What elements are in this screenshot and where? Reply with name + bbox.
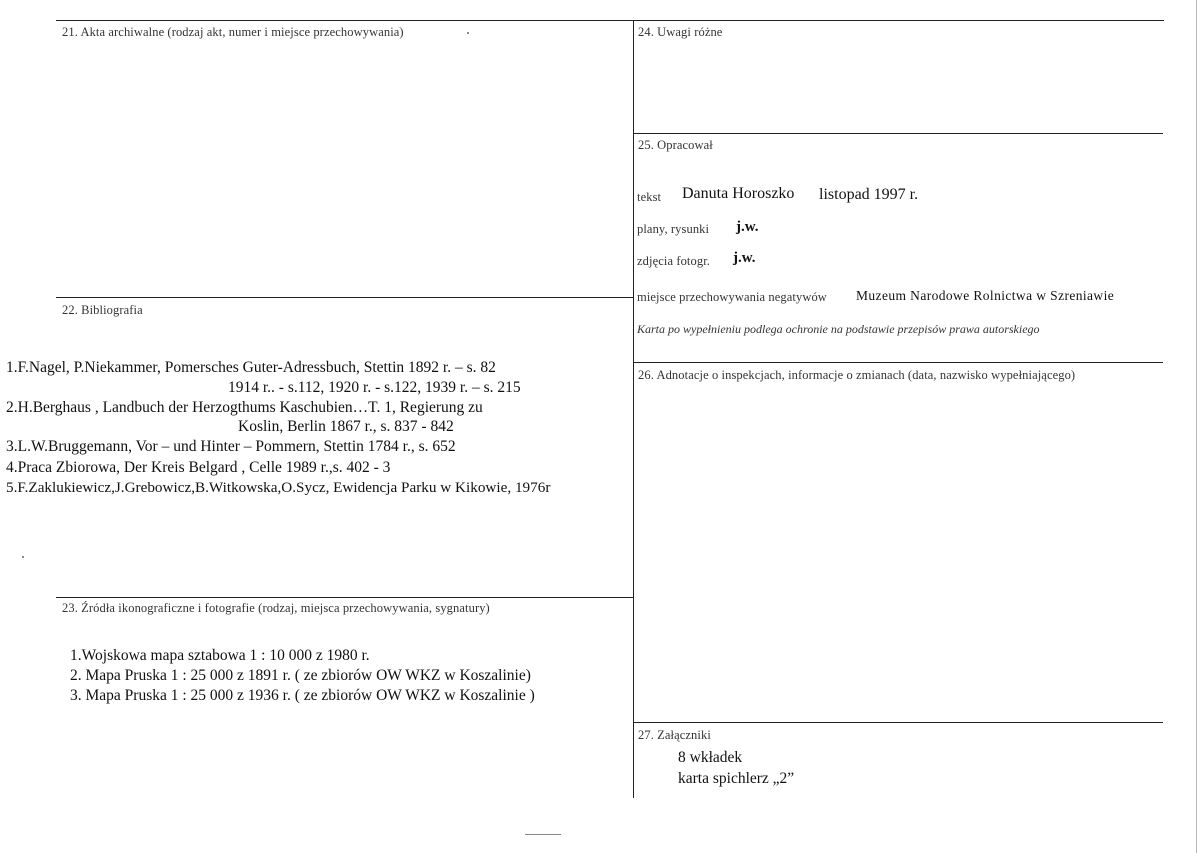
- iconography-line: 1.Wojskowa mapa sztabowa 1 : 10 000 z 1980 r.: [70, 647, 370, 664]
- bibliography-line: 1.F.Nagel, P.Niekammer, Pomersches Guter-Adressbuch, Stettin 1892 r. – s. 82: [6, 359, 496, 376]
- miejsce-label: miejsce przechowywania negatywów: [637, 290, 827, 304]
- column-divider: [633, 20, 634, 798]
- tekst-date: listopad 1997 r.: [819, 186, 919, 203]
- attachment-line: karta spichlerz „2”: [678, 770, 795, 787]
- section-26-label: 26. Adnotacje o inspekcjach, informacje o zmianach (data, nazwisko wypełniającego): [638, 368, 1076, 382]
- plany-label: plany, rysunki: [637, 222, 710, 236]
- scan-speck: [22, 556, 24, 558]
- iconography-line: 2. Mapa Pruska 1 : 25 000 z 1891 r. ( ze zbiorów OW WKZ w Koszalinie): [70, 667, 531, 684]
- copyright-note: Karta po wypełnieniu podlega ochronie na podstawie przepisów prawa autorskiego: [637, 322, 1040, 336]
- section-22-label: 22. Bibliografia: [62, 303, 143, 317]
- scan-speck: [467, 32, 469, 34]
- scan-speck: [1196, 0, 1197, 853]
- scan-speck: [525, 834, 561, 835]
- bibliography-line: 2.H.Berghaus , Landbuch der Herzogthums Kaschubien…T. 1, Regierung zu: [6, 399, 483, 416]
- iconography-line: 3. Mapa Pruska 1 : 25 000 z 1936 r. ( ze zbiorów OW WKZ w Koszalinie ): [70, 687, 535, 704]
- bibliography-line: 5.F.Zaklukiewicz,J.Grebowicz,B.Witkowska,O.Sycz, Ewidencja Parku w Kikowie, 1976r: [6, 479, 551, 496]
- rule-25: [633, 133, 1163, 134]
- section-24-label: 24. Uwagi różne: [638, 25, 723, 39]
- attachment-line: 8 wkładek: [678, 749, 743, 766]
- bibliography-line: 3.L.W.Bruggemann, Vor – und Hinter – Pommern, Stettin 1784 r., s. 652: [6, 438, 456, 455]
- section-23-label: 23. Źródła ikonograficzne i fotografie (rodzaj, miejsca przechowywania, sygnatury): [62, 601, 490, 615]
- tekst-label: tekst: [637, 190, 662, 204]
- zdjecia-label: zdjęcia fotogr.: [637, 254, 710, 268]
- rule-27: [633, 722, 1163, 723]
- bibliography-line: 4.Praca Zbiorowa, Der Kreis Belgard , Celle 1989 r.,s. 402 - 3: [6, 459, 391, 476]
- section-27-label: 27. Załączniki: [638, 728, 711, 742]
- tekst-author: Danuta Horoszko: [682, 185, 795, 202]
- bibliography-line: Koslin, Berlin 1867 r., s. 837 - 842: [238, 418, 454, 435]
- section-21-label: 21. Akta archiwalne (rodzaj akt, numer i miejsce przechowywania): [62, 25, 404, 39]
- rule-26: [633, 362, 1163, 363]
- rule-23: [56, 597, 633, 598]
- zdjecia-value: j.w.: [733, 250, 756, 266]
- miejsce-value: Muzeum Narodowe Rolnictwa w Szreniawie: [856, 288, 1115, 303]
- top-rule: [56, 20, 1164, 21]
- bibliography-line: 1914 r.. - s.112, 1920 r. - s.122, 1939 r. – s. 215: [228, 379, 521, 396]
- rule-22: [56, 297, 633, 298]
- plany-value: j.w.: [736, 219, 759, 235]
- section-25-label: 25. Opracował: [638, 138, 713, 152]
